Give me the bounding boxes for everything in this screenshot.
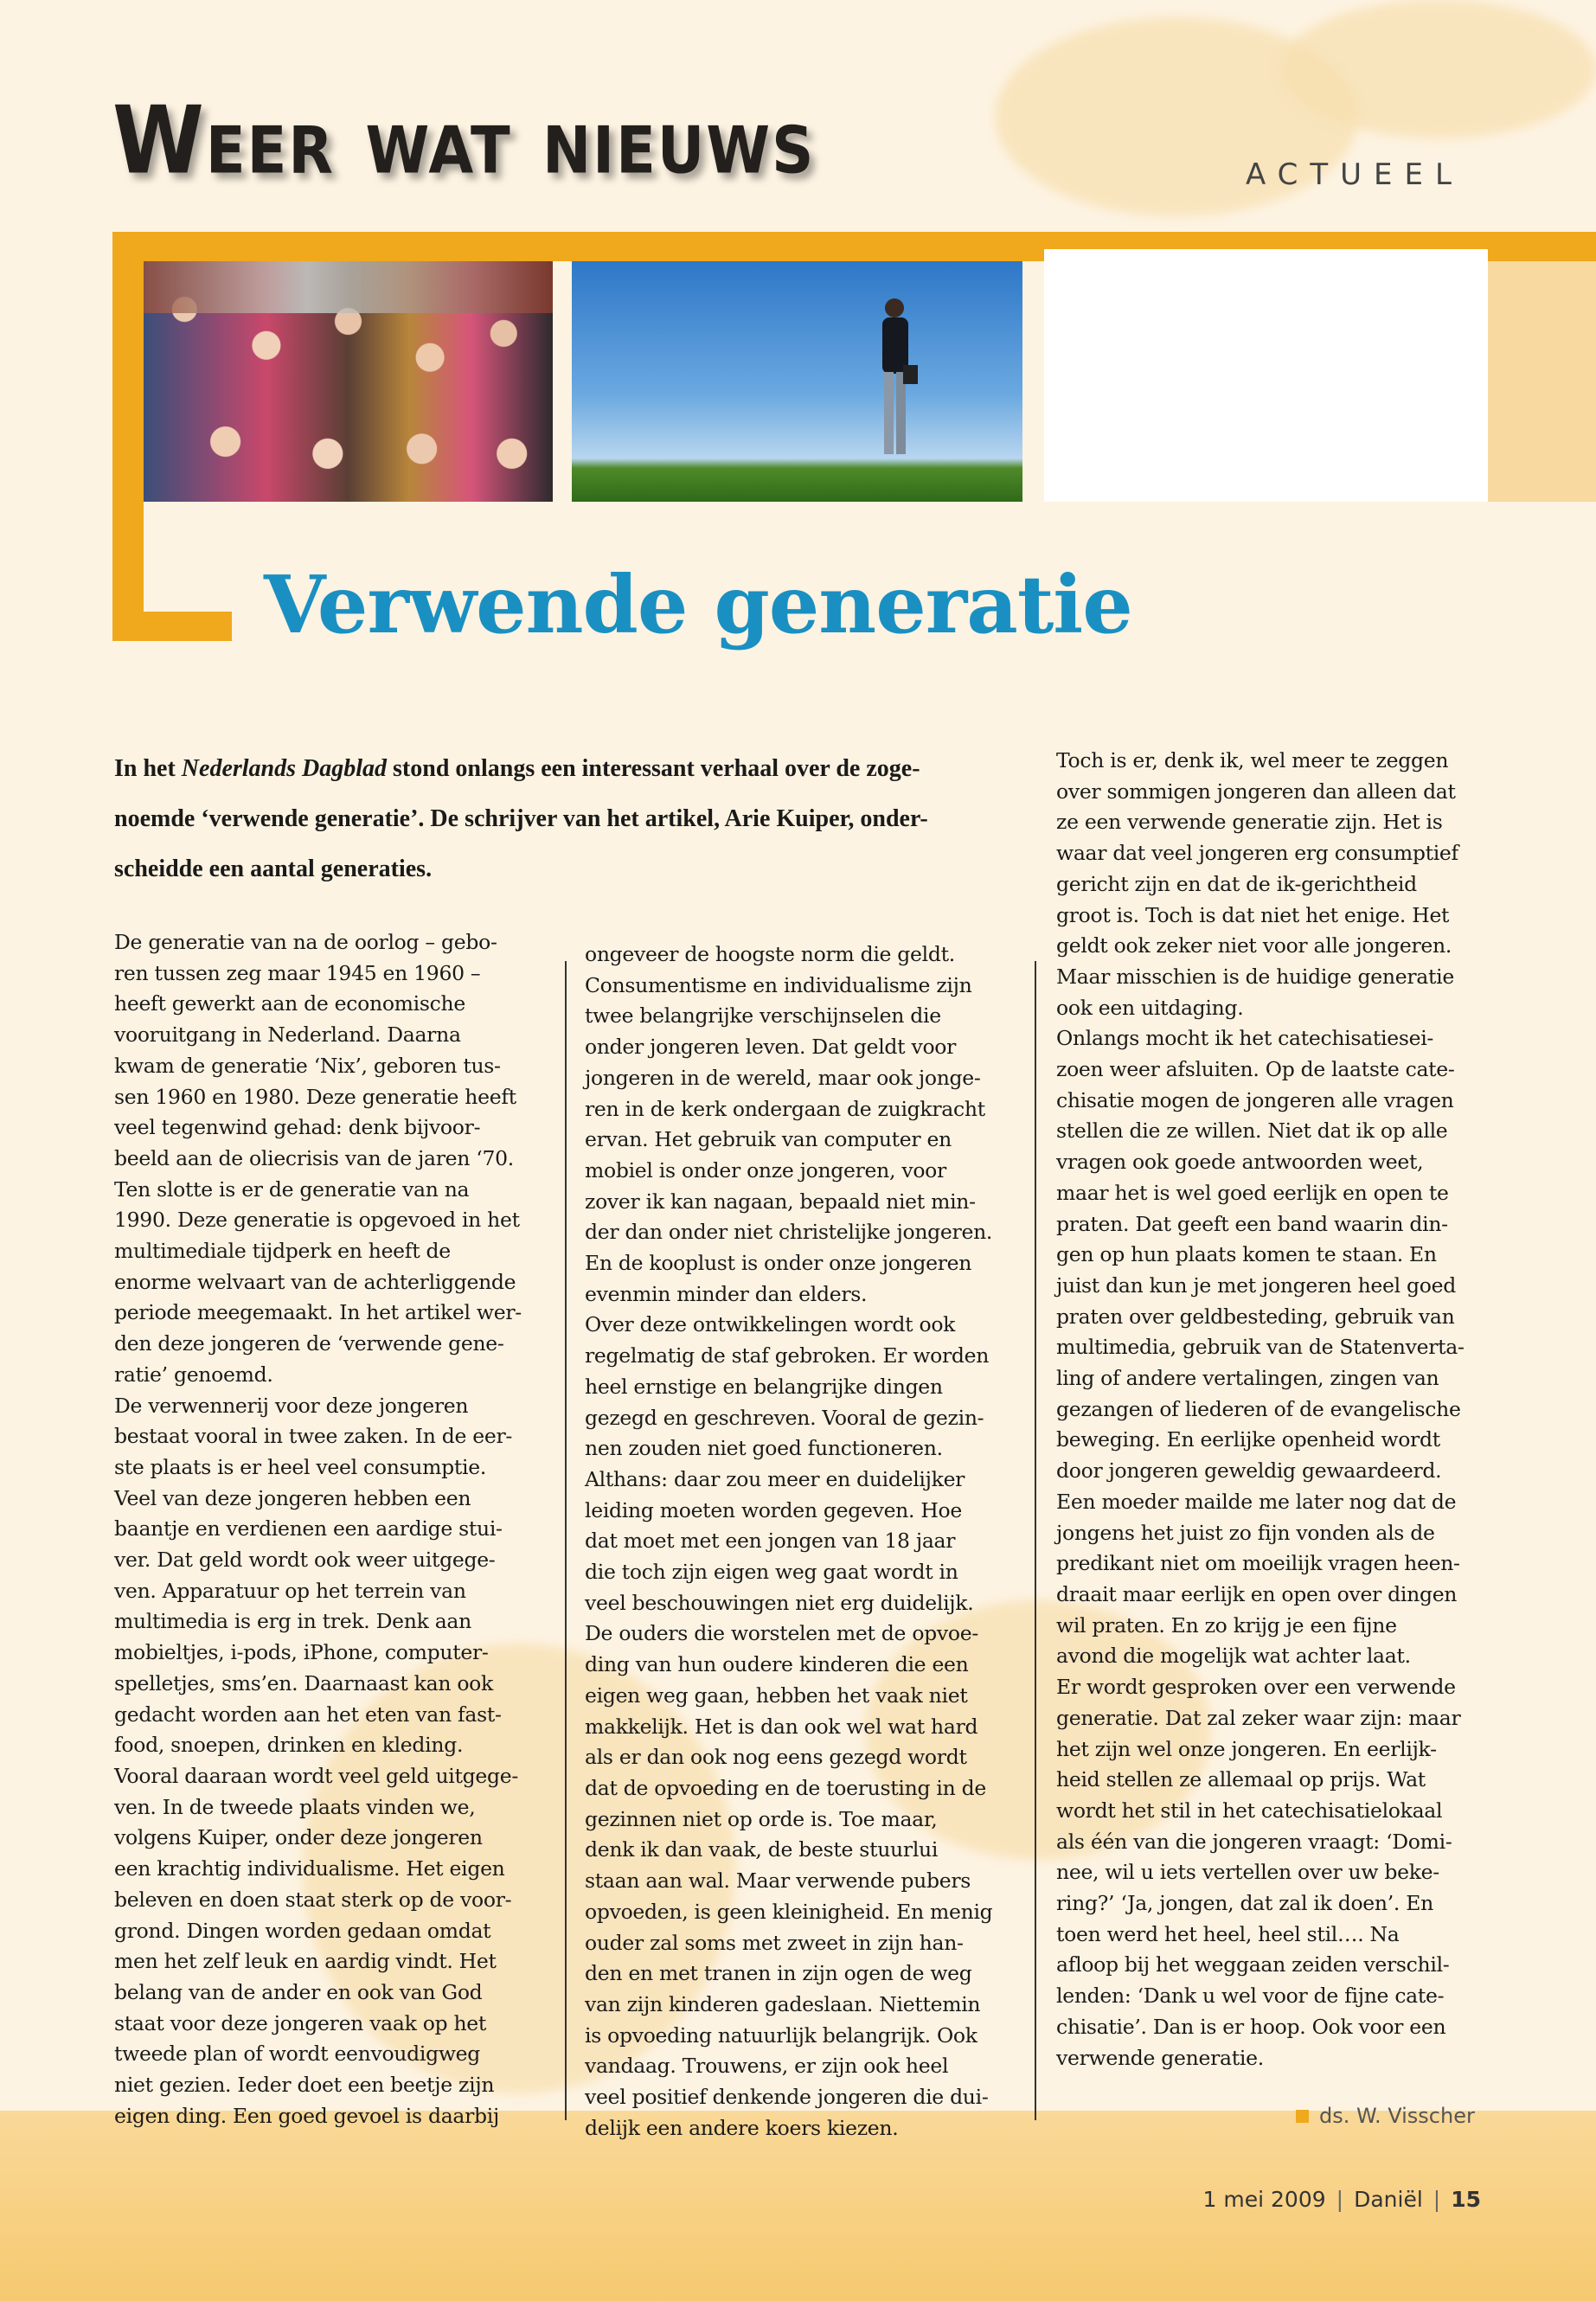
- text-line: staat voor deze jongeren vaak op het: [114, 2010, 487, 2035]
- column-divider: [565, 961, 567, 2120]
- accent-bar-corner: [112, 612, 232, 641]
- accent-block: [1488, 261, 1596, 502]
- text-line: ring?’ ‘Ja, jongen, dat zal ik doen’. En: [1056, 1891, 1433, 1916]
- text-line: men het zelf leuk en aardig vindt. Het: [114, 1949, 497, 1974]
- text-line: gedacht worden aan het eten van fast-: [114, 1702, 502, 1727]
- text-line: beeld aan de oliecrisis van de jaren ‘70.: [114, 1145, 514, 1170]
- text-line: verwende generatie.: [1056, 2045, 1264, 2070]
- text-line: niet gezien. Ieder doet een beetje zijn: [114, 2073, 495, 2098]
- text-line: twee belangrijke verschijnselen die: [585, 1003, 941, 1029]
- text-line: onder jongeren leven. Dat geldt voor: [585, 1035, 957, 1060]
- intro-line: In het Nederlands Dagblad stond onlangs een interessant verhaal over de zoge-: [114, 755, 920, 782]
- text-line: bestaat vooral in twee zaken. In de eer-: [114, 1424, 513, 1449]
- text-line: dat de opvoeding en de toerusting in de: [585, 1775, 986, 1800]
- text-line: stellen die ze willen. Niet dat ik op alle: [1056, 1118, 1448, 1144]
- page-number: 15: [1451, 2187, 1481, 2212]
- text-line: is opvoeding natuurlijk belangrijk. Ook: [585, 2022, 977, 2048]
- text-line: maar het is wel goed eerlijk en open te: [1056, 1180, 1449, 1205]
- text-line: dat moet met een jongen van 18 jaar: [585, 1529, 956, 1554]
- text-line: door jongeren geweldig gewaardeerd.: [1056, 1458, 1442, 1484]
- text-line: der dan onder niet christelijke jongeren.: [585, 1220, 993, 1245]
- text-line: chisatie’. Dan is er hoop. Ook voor een: [1056, 2014, 1446, 2039]
- text-line: Ten slotte is er de generatie van na: [114, 1176, 470, 1202]
- text-line: wordt het stil in het catechisatielokaal: [1056, 1798, 1443, 1823]
- text-line: heel ernstige en belangrijke dingen: [585, 1374, 943, 1399]
- text-line: beweging. En eerlijke openheid wordt: [1056, 1427, 1440, 1452]
- text-line: ren in de kerk ondergaan de zuigkracht: [585, 1096, 985, 1121]
- square-bullet-icon: [1296, 2110, 1309, 2123]
- article-headline: Verwende generatie: [264, 558, 1132, 651]
- text-line: toen werd het heel, heel stil…. Na: [1056, 1921, 1400, 1946]
- text-line: belang van de ander en ook van God: [114, 1979, 483, 2004]
- column-divider: [1035, 961, 1036, 2120]
- text-line: food, snoepen, drinken en kleding.: [114, 1733, 464, 1758]
- text-line: vandaag. Trouwens, er zijn ook heel: [585, 2054, 949, 2079]
- text-line: als er dan ook nog eens gezegd wordt: [585, 1745, 967, 1770]
- text-line: tweede plan of wordt eenvoudigweg: [114, 2041, 481, 2067]
- text-line: opvoeden, is geen kleinigheid. En menig: [585, 1899, 993, 1924]
- text-line: mobieltjes, i-pods, iPhone, computer-: [114, 1640, 489, 1665]
- text-line: predikant niet om moeilijk vragen heen-: [1056, 1551, 1460, 1576]
- text-line: die toch zijn eigen weg gaat wordt in: [585, 1560, 958, 1585]
- text-line: ven. In de tweede plaats vinden we,: [114, 1794, 476, 1819]
- text-line: ongeveer de hoogste norm die geldt.: [585, 942, 955, 966]
- text-line: lenden: ‘Dank u wel voor de fijne cate-: [1056, 1984, 1445, 2009]
- text-line: Vooral daaraan wordt veel geld uitgege-: [114, 1763, 519, 1788]
- text-line: kwam de generatie ‘Nix’, geboren tus-: [114, 1053, 501, 1078]
- text-line: groot is. Toch is dat niet het enige. Het: [1056, 902, 1450, 927]
- text-line: beleven en doen staat sterk op de voor-: [114, 1887, 512, 1912]
- text-line: Althans: daar zou meer en duidelijker: [585, 1466, 965, 1491]
- text-line: nen zouden niet goed functioneren.: [585, 1436, 943, 1461]
- text-line: zover ik kan nagaan, bepaald niet min-: [585, 1189, 976, 1214]
- text-line: ver. Dat geld wordt ook weer uitgege-: [114, 1548, 496, 1573]
- separator: |: [1433, 2187, 1441, 2212]
- text-line: eigen ding. Een goed gevoel is daarbij: [114, 2103, 499, 2128]
- text-line: geldt ook zeker niet voor alle jongeren.: [1056, 933, 1452, 958]
- text-line: Consumentisme en individualisme zijn: [585, 972, 972, 997]
- text-line: Onlangs mocht ik het catechisatiesei-: [1056, 1026, 1434, 1051]
- text-line: praten. Dat geeft een band waarin din-: [1056, 1211, 1448, 1236]
- text-line: ven. Apparatuur op het terrein van: [114, 1578, 466, 1603]
- text-line: makkelijk. Het is dan ook wel wat hard: [585, 1714, 978, 1739]
- text-line: ook een uitdaging.: [1056, 995, 1244, 1020]
- text-line: juist dan kun je met jongeren heel goed: [1056, 1272, 1456, 1298]
- text-line: draait maar eerlijk en open over dingen: [1056, 1581, 1458, 1606]
- text-line: delijk een andere koers kiezen.: [585, 2115, 899, 2140]
- text-line: jongeren in de wereld, maar ook jonge-: [585, 1065, 981, 1090]
- text-line: een krachtig individualisme. Het eigen: [114, 1856, 505, 1881]
- text-line: Er wordt gesproken over een verwende: [1056, 1675, 1456, 1700]
- section-label: ACTUEEL: [1246, 157, 1464, 192]
- text-line: ervan. Het gebruik van computer en: [585, 1127, 952, 1152]
- text-line: spelletjes, sms’en. Daarnaast kan ook: [114, 1670, 493, 1695]
- text-line: De verwennerij voor deze jongeren: [114, 1393, 469, 1418]
- text-line: avond die mogelijk wat achter laat.: [1056, 1644, 1411, 1669]
- text-line: wil praten. En zo krijg je een fijne: [1056, 1612, 1397, 1638]
- text-line: den deze jongeren de ‘verwende gene-: [114, 1331, 504, 1356]
- article-column-2: [585, 939, 1017, 2144]
- text-line: enorme welvaart van de achterliggende: [114, 1269, 516, 1294]
- text-line: multimedia is erg in trek. Denk aan: [114, 1609, 471, 1634]
- text-line: Een moeder mailde me later nog dat de: [1056, 1489, 1457, 1514]
- image-placeholder: [1044, 249, 1488, 502]
- article-intro: [114, 744, 997, 894]
- text-line: ze een verwende generatie zijn. Het is: [1056, 810, 1443, 835]
- text-line: gezangen of liederen of de evangelische: [1056, 1396, 1461, 1421]
- text-line: evenmin minder dan elders.: [585, 1281, 868, 1306]
- text-line: vooruitgang in Nederland. Daarna: [114, 1022, 461, 1048]
- section-title: Weer wat nieuws: [112, 87, 816, 195]
- author-name: ds. W. Visscher: [1319, 2104, 1475, 2128]
- text-line: 1990. Deze generatie is opgevoed in het: [114, 1208, 520, 1233]
- article-column-1: [114, 927, 547, 2131]
- text-line: ding van hun oudere kinderen die een: [585, 1652, 969, 1677]
- text-line: Toch is er, denk ik, wel meer te zeggen: [1056, 748, 1449, 772]
- text-line: De generatie van na de oorlog – gebo-: [114, 930, 497, 954]
- text-line: afloop bij het weggaan zeiden verschil-: [1056, 1952, 1450, 1977]
- text-line: ste plaats is er heel veel consumptie.: [114, 1454, 487, 1479]
- text-line: gezinnen niet op orde is. Toe maar,: [585, 1806, 938, 1831]
- text-line: als één van die jongeren vraagt: ‘Domi-: [1056, 1829, 1452, 1854]
- accent-bar-left: [112, 232, 144, 641]
- person-figure: [870, 296, 918, 460]
- article-column-3: [1056, 746, 1489, 2073]
- text-line: waar dat veel jongeren erg consumptief: [1056, 841, 1458, 866]
- text-line: heeft gewerkt aan de economische: [114, 991, 465, 1016]
- photo-young-man-sky: [572, 261, 1022, 502]
- text-line: gezegd en geschreven. Vooral de gezin-: [585, 1405, 984, 1430]
- text-line: leiding moeten worden gegeven. Hoe: [585, 1497, 963, 1522]
- issue-date: 1 mei 2009: [1202, 2187, 1326, 2212]
- world-map-background: [1280, 0, 1596, 138]
- text-line: veel positief denkende jongeren die dui-: [585, 2085, 989, 2110]
- text-line: veel tegenwind gehad: denk bijvoor-: [114, 1115, 481, 1140]
- text-line: ouder zal soms met zweet in zijn han-: [585, 1930, 964, 1955]
- text-line: chisatie mogen de jongeren alle vragen: [1056, 1087, 1454, 1112]
- magazine-name: Daniël: [1354, 2187, 1423, 2212]
- text-line: baantje en verdienen een aardige stui-: [114, 1516, 503, 1541]
- text-line: praten over geldbesteding, gebruik van: [1056, 1304, 1455, 1329]
- text-line: Veel van deze jongeren hebben een: [114, 1485, 471, 1510]
- text-line: Maar misschien is de huidige generatie: [1056, 964, 1454, 989]
- text-line: heid stellen ze allemaal op prijs. Wat: [1056, 1767, 1426, 1792]
- text-line: eigen weg gaan, hebben het vaak niet: [585, 1682, 968, 1708]
- text-line: gen op hun plaats komen te staan. En: [1056, 1242, 1437, 1267]
- page-footer: [1203, 2187, 1481, 2212]
- text-line: zoen weer afsluiten. Op de laatste cate-: [1056, 1057, 1455, 1082]
- text-line: generatie. Dat zal zeker waar zijn: maar: [1056, 1705, 1461, 1730]
- group-photo-youth: [144, 261, 553, 502]
- text-line: De ouders die worstelen met de opvoe-: [585, 1621, 978, 1646]
- text-line: periode meegemaakt. In het artikel wer-: [114, 1300, 522, 1325]
- text-line: Over deze ontwikkelingen wordt ook: [585, 1312, 956, 1337]
- text-line: sen 1960 en 1980. Deze generatie heeft: [114, 1084, 516, 1109]
- intro-line: noemde ‘verwende generatie’. De schrijver van het artikel, Arie Kuiper, onder-: [114, 805, 928, 832]
- intro-line: scheidde een aantal generaties.: [114, 856, 433, 882]
- text-line: En de kooplust is onder onze jongeren: [585, 1251, 972, 1276]
- text-line: staan aan wal. Maar verwende pubers: [585, 1868, 971, 1894]
- text-line: mobiel is onder onze jongeren, voor: [585, 1157, 946, 1183]
- text-line: den en met tranen in zijn ogen de weg: [585, 1961, 972, 1986]
- text-line: over sommigen jongeren dan alleen dat: [1056, 779, 1456, 804]
- text-line: volgens Kuiper, onder deze jongeren: [114, 1825, 483, 1850]
- text-line: gericht zijn en dat de ik-gerichtheid: [1056, 871, 1417, 896]
- text-line: ratie’ genoemd.: [114, 1362, 273, 1387]
- text-line: multimediale tijdperk en heeft de: [114, 1239, 451, 1264]
- text-line: ling of andere vertalingen, zingen van: [1056, 1366, 1439, 1391]
- text-line: nee, wil u iets vertellen over uw beke-: [1056, 1860, 1439, 1885]
- text-line: multimedia, gebruik van de Statenverta-: [1056, 1335, 1465, 1360]
- text-line: ren tussen zeg maar 1945 en 1960 –: [114, 960, 481, 985]
- text-line: grond. Dingen worden gedaan omdat: [114, 1918, 491, 1943]
- text-line: jongens het juist zo fijn vonden als de: [1056, 1520, 1435, 1545]
- author-signature: [1296, 2104, 1475, 2128]
- text-line: het zijn wel onze jongeren. En eerlijk-: [1056, 1736, 1437, 1761]
- separator: |: [1336, 2187, 1344, 2212]
- text-line: vragen ook goede antwoorden weet,: [1056, 1150, 1424, 1175]
- text-line: van zijn kinderen gadeslaan. Niettemin: [585, 1991, 981, 2016]
- text-line: regelmatig de staf gebroken. Er worden: [585, 1343, 990, 1368]
- text-line: denk ik dan vaak, de beste stuurlui: [585, 1837, 939, 1862]
- text-line: veel beschouwingen niet erg duidelijk.: [585, 1590, 974, 1615]
